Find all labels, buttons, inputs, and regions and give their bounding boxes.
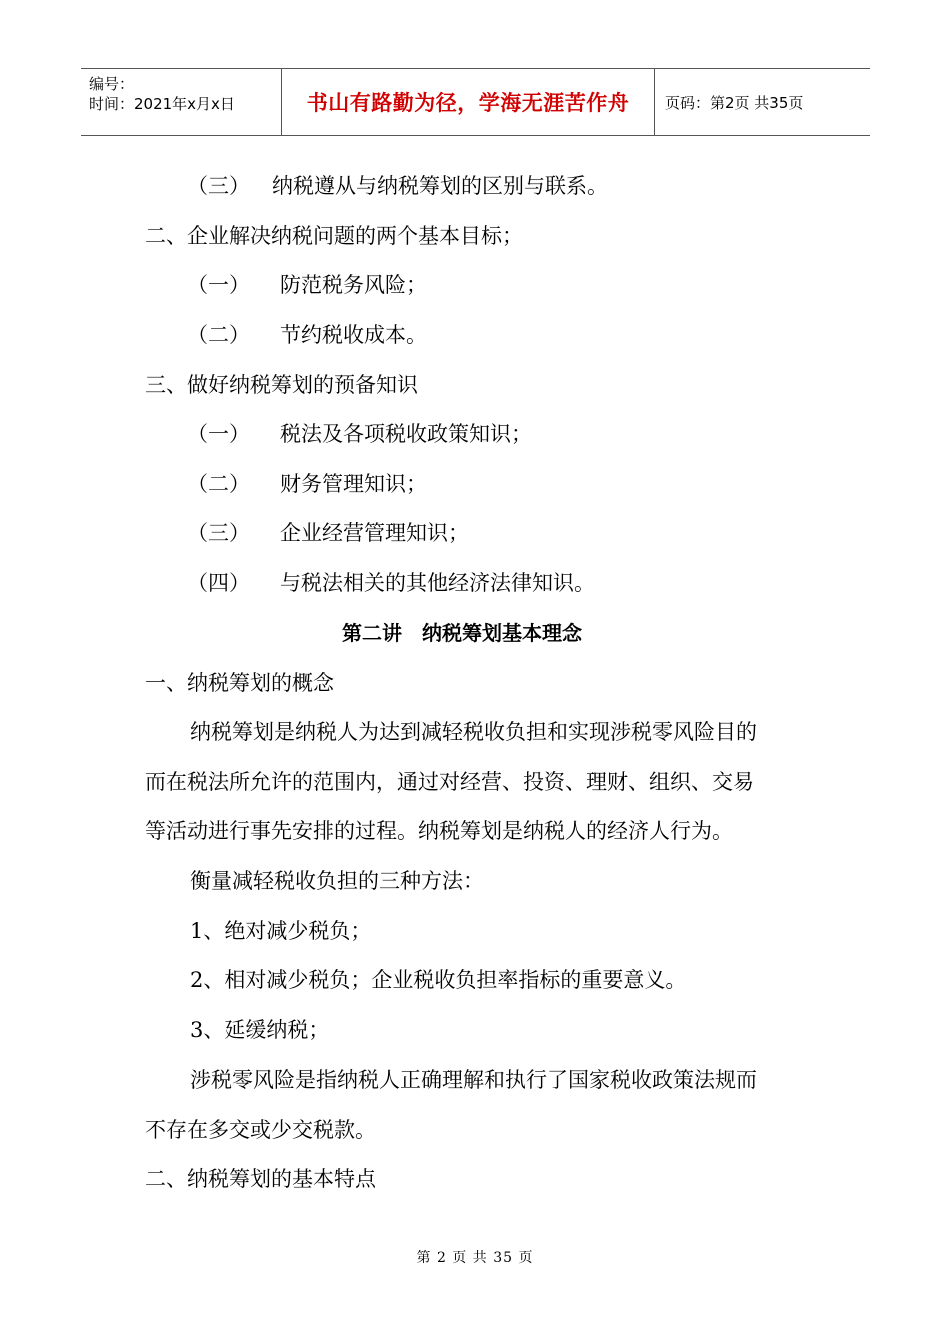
header-left-cell bbox=[81, 69, 282, 135]
header-motto: 书山有路勤为径，学海无涯苦作舟 bbox=[306, 91, 630, 115]
section-heading: 三、做好纳税筹划的预备知识 bbox=[145, 373, 418, 397]
list-marker: （一） bbox=[187, 422, 250, 446]
list-item: 3、延缓纳税； bbox=[190, 1018, 330, 1042]
paragraph-line: 而在税法所允许的范围内，通过对经营、投资、理财、组织、交易 bbox=[145, 770, 754, 794]
page-footer: 第 2 页 共 35 页 bbox=[416, 1250, 534, 1266]
list-text: 纳税遵从与纳税筹划的区别与联系。 bbox=[272, 174, 608, 198]
list-text: 财务管理知识； bbox=[280, 472, 427, 496]
list-text: 节约税收成本。 bbox=[280, 323, 427, 347]
list-marker: （四） bbox=[187, 571, 250, 595]
section-heading: 一、纳税筹划的概念 bbox=[145, 671, 334, 695]
list-marker: （三） bbox=[187, 174, 250, 198]
list-item: 2、相对减少税负；企业税收负担率指标的重要意义。 bbox=[190, 968, 687, 992]
paragraph-line: 纳税筹划是纳税人为达到减轻税收负担和实现涉税零风险目的 bbox=[190, 720, 757, 744]
list-marker: （二） bbox=[187, 472, 250, 496]
list-text: 税法及各项税收政策知识； bbox=[280, 422, 532, 446]
header-page-cell bbox=[655, 69, 870, 135]
paragraph-line: 涉税零风险是指纳税人正确理解和执行了国家税收政策法规而 bbox=[190, 1068, 757, 1092]
paragraph-line: 衡量减轻税收负担的三种方法： bbox=[190, 869, 484, 893]
list-item bbox=[187, 172, 608, 200]
list-marker: （一） bbox=[187, 273, 250, 297]
list-item bbox=[187, 321, 427, 349]
list-item bbox=[187, 519, 469, 547]
document-time-label: 时间：2021年x月x日 bbox=[89, 95, 235, 113]
list-text: 企业经营管理知识； bbox=[280, 521, 469, 545]
header-motto-cell bbox=[282, 69, 655, 135]
list-item bbox=[187, 470, 427, 498]
list-item bbox=[187, 420, 532, 448]
list-text: 与税法相关的其他经济法律知识。 bbox=[280, 571, 595, 595]
list-item: 1、绝对减少税负； bbox=[190, 919, 372, 943]
list-marker: （三） bbox=[187, 521, 250, 545]
list-item bbox=[187, 271, 427, 299]
document-number-label: 编号： bbox=[89, 75, 135, 93]
list-marker: （二） bbox=[187, 323, 250, 347]
paragraph-line: 不存在多交或少交税款。 bbox=[145, 1118, 376, 1142]
header-page-info: 页码：第2页 共35页 bbox=[665, 93, 804, 112]
section-heading: 二、纳税筹划的基本特点 bbox=[145, 1167, 376, 1191]
document-header bbox=[81, 68, 870, 136]
list-item bbox=[187, 569, 595, 597]
paragraph-line: 等活动进行事先安排的过程。纳税筹划是纳税人的经济人行为。 bbox=[145, 819, 733, 843]
list-text: 防范税务风险； bbox=[280, 273, 427, 297]
section-heading: 二、企业解决纳税问题的两个基本目标； bbox=[145, 224, 523, 248]
lecture-title: 第二讲 纳税筹划基本理念 bbox=[342, 621, 582, 645]
